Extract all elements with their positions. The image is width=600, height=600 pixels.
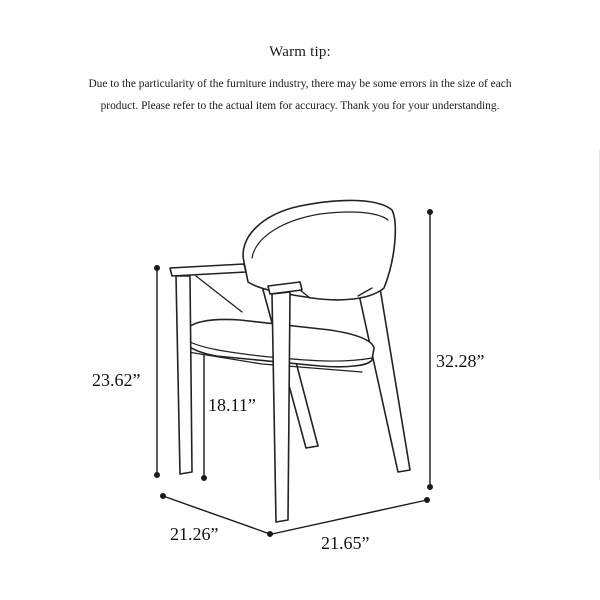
dimension-line-total-height [428,210,433,490]
dimension-label-overall-height: 23.62” [92,370,141,390]
dimension-label-total-height: 32.28” [436,351,485,371]
warm-tip-line-2: product. Please refer to the actual item for accuracy. Thank you for your understanding. [100,100,500,112]
warm-tip-title: Warm tip: [269,44,331,60]
warm-tip-line-1: Due to the particularity of the furniture industry, there may be some errors in the size of each [88,78,512,90]
dimension-line-overall-height [155,266,160,478]
dimension-label-seat-height: 18.11” [208,395,256,415]
chair-front-leg-left [176,276,192,474]
dimension-line-width [272,498,429,534]
dimension-label-width: 21.65” [321,533,370,553]
dimension-label-depth: 21.26” [170,524,219,544]
chair-arm-support [196,276,242,312]
chair-illustration [170,200,410,522]
chair-armrest-left [170,264,246,276]
chair-backrest [243,200,395,299]
chair-front-leg-right [272,292,290,522]
chair-rear-leg-right [358,288,410,472]
